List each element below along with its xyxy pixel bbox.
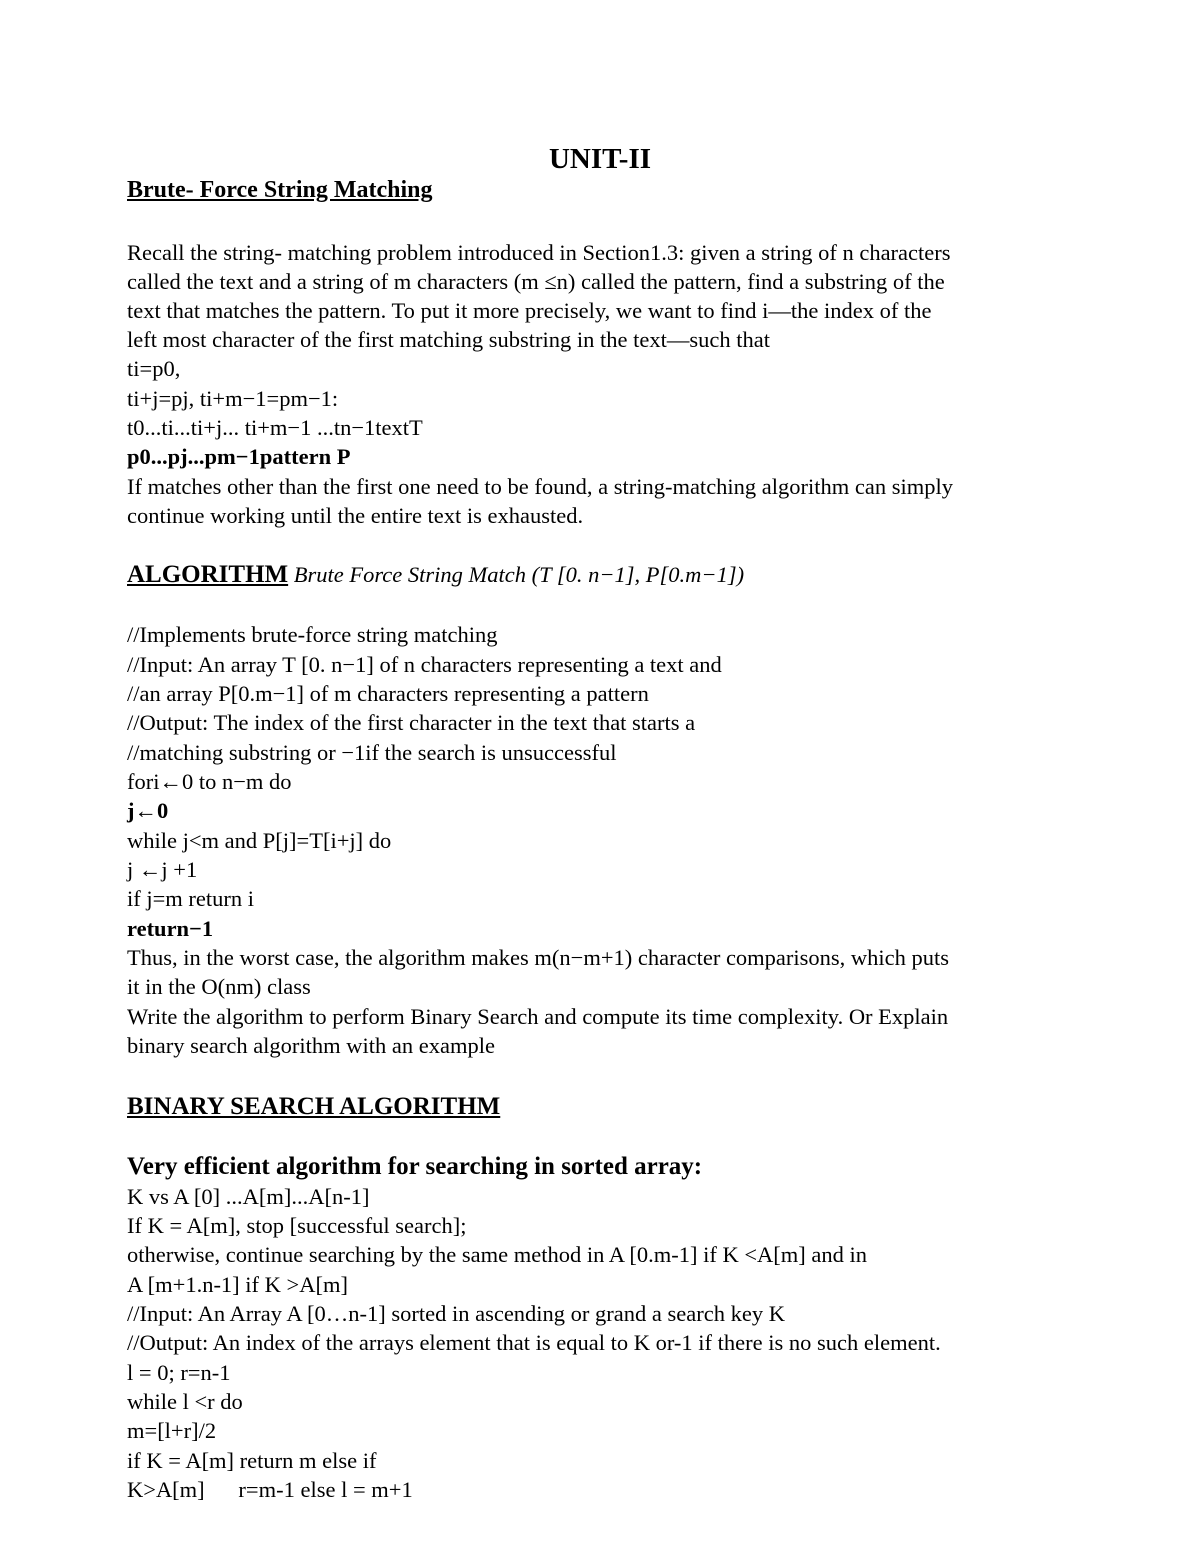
algorithm-header [127,560,744,590]
algorithm-line: it in the O(nm) class [127,974,311,999]
binary-line: if K = A[m] return m else if [127,1448,377,1473]
section-heading-binary-search: BINARY SEARCH ALGORITHM [127,1093,501,1120]
binary-line: //Output: An index of the arrays element that is equal to K or-1 if there is no such element. [127,1330,941,1355]
page-title: UNIT-II [548,143,652,175]
binary-line: while l <r do [127,1389,243,1414]
intro-line: left most character of the first matching substring in the text—such that [127,327,770,352]
algorithm-line: binary search algorithm with an example [127,1033,495,1058]
intro-line: Recall the string- matching problem introduced in Section1.3: given a string of n characters [127,240,951,265]
binary-line: m=[l+r]/2 [127,1418,217,1443]
section-heading-brute-force: Brute- Force String Matching [127,177,433,203]
intro-line: ti=p0, [127,356,181,381]
intro-line: ti+j=pj, ti+m−1=pm−1: [127,386,339,411]
algorithm-line: while j<m and P[j]=T[i+j] do [127,828,392,853]
intro-line: t0...ti...ti+j... ti+m−1 ...tn−1textT [127,415,423,440]
algorithm-line: //Input: An array T [0. n−1] of n characters representing a text and [127,652,722,677]
intro-line: called the text and a string of m characters (m ≤n) called the pattern, find a substring of the [127,269,945,294]
algorithm-line: //Implements brute-force string matching [127,622,498,647]
binary-subheading: Very efficient algorithm for searching in sorted array: [127,1153,703,1180]
algorithm-label: ALGORITHM [127,561,289,588]
binary-line: //Input: An Array A [0…n-1] sorted in ascending or grand a search key K [127,1301,785,1326]
algorithm-line: //matching substring or −1if the search is unsuccessful [127,740,617,765]
algorithm-line: if j=m return i [127,886,255,911]
algorithm-signature: Brute Force String Match (T [0. n−1], P[0.m−1]) [293,562,745,587]
algorithm-line: Thus, in the worst case, the algorithm makes m(n−m+1) character comparisons, which puts [127,945,950,970]
binary-line: If K = A[m], stop [successful search]; [127,1213,467,1238]
algorithm-line: j ←j +1 [127,857,198,882]
intro-line: p0...pj...pm−1pattern P [127,444,351,469]
intro-line: text that matches the pattern. To put it more precisely, we want to find i—the index of the [127,298,932,323]
binary-line: A [m+1.n-1] if K >A[m] [127,1272,348,1297]
algorithm-line: j←0 [127,798,169,823]
intro-line: continue working until the entire text is exhausted. [127,503,584,528]
binary-line: l = 0; r=n-1 [127,1360,231,1385]
binary-line: otherwise, continue searching by the same method in A [0.m-1] if K <A[m] and in [127,1242,868,1267]
algorithm-line: fori←0 to n−m do [127,769,292,794]
binary-line: K>A[m] r=m-1 else l = m+1 [127,1477,413,1502]
algorithm-line: Write the algorithm to perform Binary Search and compute its time complexity. Or Explain [127,1004,949,1029]
binary-line: K vs A [0] ...A[m]...A[n-1] [127,1184,370,1209]
intro-line: If matches other than the first one need to be found, a string-matching algorithm can simply [127,474,954,499]
algorithm-line: //an array P[0.m−1] of m characters representing a pattern [127,681,649,706]
algorithm-line: //Output: The index of the first character in the text that starts a [127,710,696,735]
algorithm-line: return−1 [127,916,214,941]
